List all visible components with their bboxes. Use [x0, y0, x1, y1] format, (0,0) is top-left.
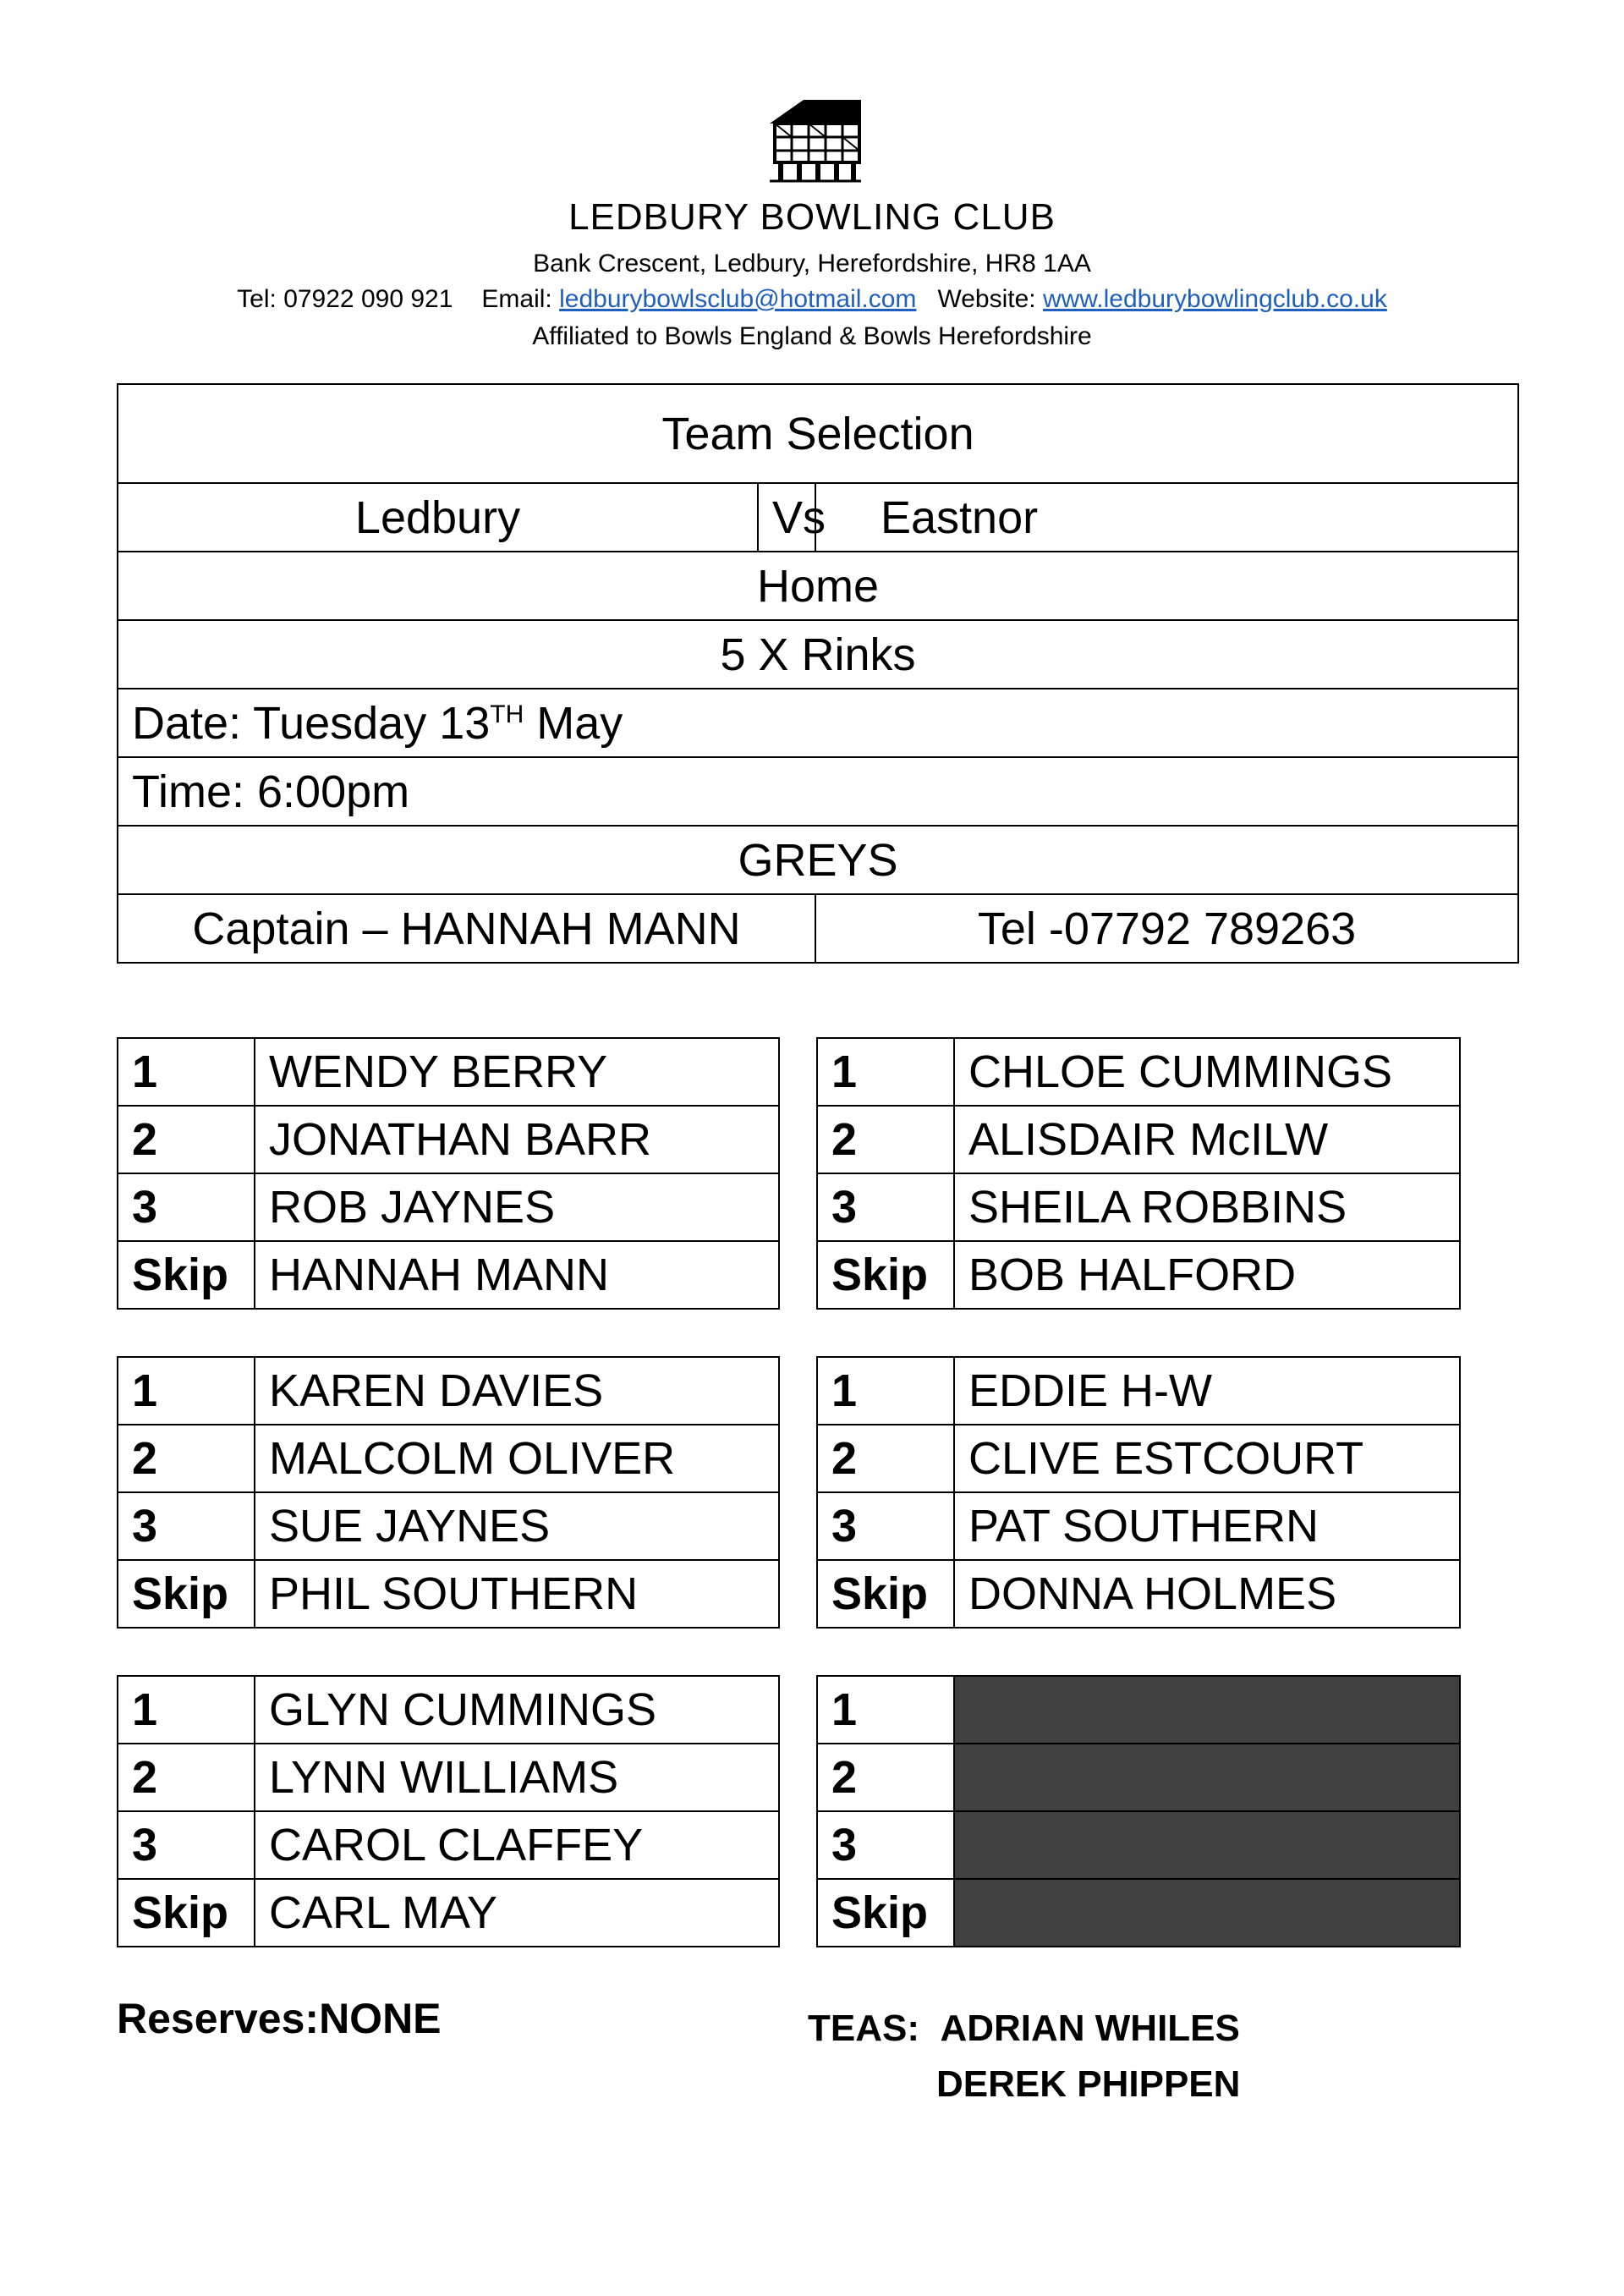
- empty-rink-table: [816, 1675, 1461, 1947]
- position-label: Skip: [118, 1241, 255, 1309]
- rink-1-table: [117, 1037, 780, 1310]
- player-name: CHLOE CUMMINGS: [954, 1038, 1460, 1106]
- team-selection-title: Team Selection: [118, 384, 1518, 483]
- reserves: Reserves:NONE: [117, 1995, 442, 2042]
- blank-player-cell: [954, 1811, 1460, 1879]
- match-info-table: [117, 383, 1519, 964]
- teas-person-1: ADRIAN WHILES: [940, 2008, 1240, 2049]
- player-name: MALCOLM OLIVER: [255, 1425, 779, 1492]
- position-label: 2: [817, 1744, 954, 1811]
- position-label: 3: [817, 1811, 954, 1879]
- position-label: 3: [817, 1492, 954, 1560]
- position-label: 2: [118, 1106, 255, 1173]
- player-name: PHIL SOUTHERN: [255, 1560, 779, 1628]
- player-name: EDDIE H-W: [954, 1357, 1460, 1425]
- contact-line: [0, 285, 1624, 314]
- player-name: CAROL CLAFFEY: [255, 1811, 779, 1879]
- blank-player-cell: [954, 1744, 1460, 1811]
- position-label: 1: [118, 1676, 255, 1744]
- player-name: DONNA HOLMES: [954, 1560, 1460, 1628]
- dress-code: GREYS: [118, 826, 1518, 894]
- position-label: Skip: [817, 1241, 954, 1309]
- position-label: Skip: [118, 1879, 255, 1947]
- position-label: 1: [817, 1357, 954, 1425]
- rink-3-table: [117, 1356, 780, 1629]
- club-address: Bank Crescent, Ledbury, Herefordshire, HR8 1AA: [533, 250, 1091, 277]
- player-name: ALISDAIR McILW: [954, 1106, 1460, 1173]
- rink-5-table: [117, 1675, 780, 1947]
- player-name: SHEILA ROBBINS: [954, 1173, 1460, 1241]
- player-name: CLIVE ESTCOURT: [954, 1425, 1460, 1492]
- position-label: 2: [118, 1744, 255, 1811]
- home-team: Ledbury: [118, 483, 758, 552]
- player-name: GLYN CUMMINGS: [255, 1676, 779, 1744]
- teas-label: TEAS:: [808, 2008, 919, 2049]
- player-name: JONATHAN BARR: [255, 1106, 779, 1173]
- position-label: 1: [817, 1676, 954, 1744]
- club-logo-icon: [766, 95, 866, 186]
- email-label: Email:: [481, 285, 552, 313]
- captain-name: Captain – HANNAH MANN: [118, 894, 815, 963]
- player-name: BOB HALFORD: [954, 1241, 1460, 1309]
- match-date: Date: Tuesday 13TH May: [118, 689, 1518, 757]
- position-label: 2: [817, 1425, 954, 1492]
- position-label: Skip: [817, 1560, 954, 1628]
- affiliation-text: Affiliated to Bowls England & Bowls Herefordshire: [532, 322, 1092, 350]
- position-label: 1: [817, 1038, 954, 1106]
- player-name: SUE JAYNES: [255, 1492, 779, 1560]
- player-name: ROB JAYNES: [255, 1173, 779, 1241]
- teas-person-2: DEREK PHIPPEN: [936, 2063, 1241, 2105]
- venue: Home: [118, 552, 1518, 620]
- position-label: Skip: [817, 1879, 954, 1947]
- match-format: 5 X Rinks: [118, 620, 1518, 689]
- position-label: 3: [118, 1492, 255, 1560]
- blank-player-cell: [954, 1676, 1460, 1744]
- position-label: 2: [817, 1106, 954, 1173]
- club-telephone: Tel: 07922 090 921: [237, 285, 453, 313]
- player-name: CARL MAY: [255, 1879, 779, 1947]
- rink-2-table: [816, 1037, 1461, 1310]
- player-name: HANNAH MANN: [255, 1241, 779, 1309]
- match-time: Time: 6:00pm: [118, 757, 1518, 826]
- away-team: Eastnor: [815, 483, 1518, 552]
- player-name: KAREN DAVIES: [255, 1357, 779, 1425]
- position-label: 3: [118, 1811, 255, 1879]
- blank-player-cell: [954, 1879, 1460, 1947]
- position-label: 1: [118, 1357, 255, 1425]
- club-name: LEDBURY BOWLING CLUB: [568, 196, 1056, 238]
- website-link[interactable]: www.ledburybowlingclub.co.uk: [1042, 285, 1387, 313]
- email-link[interactable]: ledburybowlsclub@hotmail.com: [559, 285, 917, 313]
- player-name: LYNN WILLIAMS: [255, 1744, 779, 1811]
- player-name: WENDY BERRY: [255, 1038, 779, 1106]
- website-label: Website:: [937, 285, 1036, 313]
- rink-4-table: [816, 1356, 1461, 1629]
- position-label: 2: [118, 1425, 255, 1492]
- position-label: Skip: [118, 1560, 255, 1628]
- captain-telephone: Tel -07792 789263: [815, 894, 1518, 963]
- position-label: 3: [118, 1173, 255, 1241]
- player-name: PAT SOUTHERN: [954, 1492, 1460, 1560]
- versus-label: Vs: [758, 483, 815, 552]
- teas-section: [808, 2001, 1240, 2112]
- position-label: 3: [817, 1173, 954, 1241]
- position-label: 1: [118, 1038, 255, 1106]
